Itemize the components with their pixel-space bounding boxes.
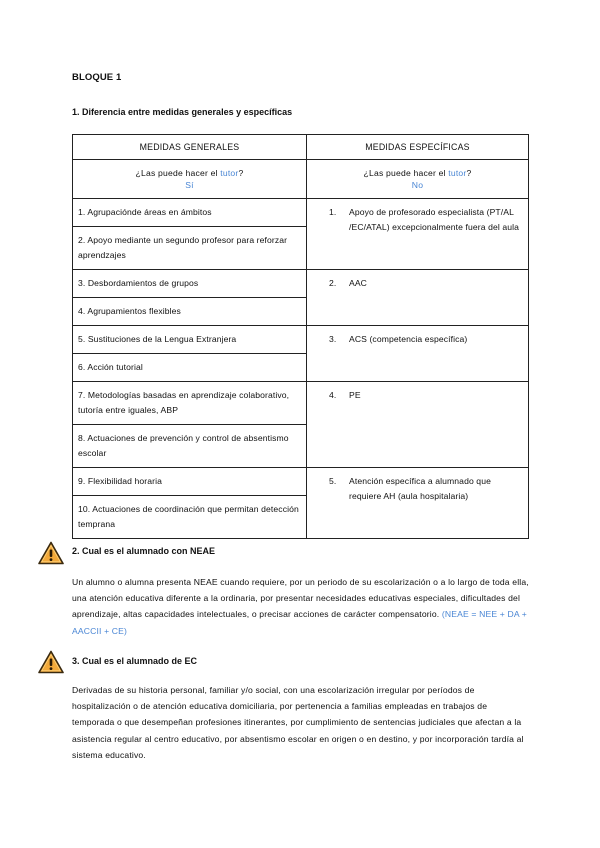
specific-item-num: 1. — [329, 207, 337, 217]
section3-title: 3. Cual es el alumnado de EC — [72, 656, 198, 666]
specific-question-post: ? — [466, 168, 472, 178]
general-item: 1. Agrupaciónde áreas en ámbitos — [73, 199, 307, 227]
general-answer: Sí — [185, 180, 194, 190]
medidas-table — [72, 134, 529, 539]
specific-question-cell — [307, 160, 529, 199]
specific-item-text: Atención específica a alumnado que requiere AH (aula hospitalaria) — [349, 476, 491, 501]
general-question-pre: ¿Las puede hacer el — [135, 168, 221, 178]
section3-body: Derivadas de su historia personal, familiar y/o social, con una escolarización irregular por períodos de hospitalización o de atención educativa domiciliaria, por pertenencia a familias empleadas en trabajos de temporada o que desempeñan profesiones itinerantes, por cumplimiento de sentencias judiciales que afectan a la asistencia regular al centro educativo, por absentismo escolar en origen o en destino, y por incorporación tardía al sistema educativo. — [72, 685, 524, 760]
general-question-post: ? — [238, 168, 244, 178]
specific-item-cell — [307, 270, 529, 326]
general-item: 7. Metodologías basadas en aprendizaje colaborativo, tutoría entre iguales, ABP — [73, 382, 307, 425]
specific-item-num: 4. — [329, 390, 337, 400]
general-header: MEDIDAS GENERALES — [73, 135, 307, 160]
general-question-cell — [73, 160, 307, 199]
general-item: 2. Apoyo mediante un segundo profesor para reforzar aprendzajes — [73, 227, 307, 270]
bloque-heading: BLOQUE 1 — [72, 72, 122, 83]
specific-item-text: AAC — [349, 278, 367, 288]
specific-question-tutor: tutor — [448, 168, 467, 178]
specific-item-text: PE — [349, 390, 361, 400]
specific-answer: No — [411, 180, 424, 190]
section1-title: 1. Diferencia entre medidas generales y específicas — [72, 107, 293, 117]
specific-item-num: 3. — [329, 334, 337, 344]
warning-icon — [38, 541, 64, 565]
specific-item-cell — [307, 382, 529, 468]
general-item: 6. Acción tutorial — [73, 354, 307, 382]
neae-formula: (NEAE = NEE + DA + AACCII + CE) — [72, 609, 527, 636]
general-item: 4. Agrupamientos flexibles — [73, 298, 307, 326]
general-item: 10. Actuaciones de coordinación que permitan detección temprana — [73, 496, 307, 539]
general-item: 5. Sustituciones de la Lengua Extranjera — [73, 326, 307, 354]
specific-item-num: 5. — [329, 476, 337, 486]
specific-item-cell — [307, 468, 529, 539]
specific-item-text: ACS (competencia específica) — [349, 334, 468, 344]
section2-body — [72, 574, 530, 639]
specific-item-text: Apoyo de profesorado especialista (PT/AL /EC/ATAL) excepcionalmente fuera del aula — [349, 207, 520, 232]
section2-text: Un alumno o alumna presenta NEAE cuando requiere, por un periodo de su escolarización o a lo largo de toda ella, una atención educativa diferente a la ordinaria, por presentar necesidades educativas especiales, dificultades del aprendizaje, altas capacidades intelectuales, o precisar acciones de carácter compensatorio. — [72, 577, 529, 620]
specific-item-cell — [307, 199, 529, 270]
warning-icon — [38, 650, 64, 674]
section2-title: 2. Cual es el alumnado con NEAE — [72, 546, 216, 556]
specific-item-num: 2. — [329, 278, 337, 288]
specific-question-pre: ¿Las puede hacer el — [363, 168, 449, 178]
specific-header: MEDIDAS ESPECÍFICAS — [307, 135, 529, 160]
general-item: 9. Flexibilidad horaria — [73, 468, 307, 496]
general-item: 3. Desbordamientos de grupos — [73, 270, 307, 298]
specific-item-cell — [307, 326, 529, 382]
general-question-tutor: tutor — [220, 168, 239, 178]
general-item: 8. Actuaciones de prevención y control de absentismo escolar — [73, 425, 307, 468]
